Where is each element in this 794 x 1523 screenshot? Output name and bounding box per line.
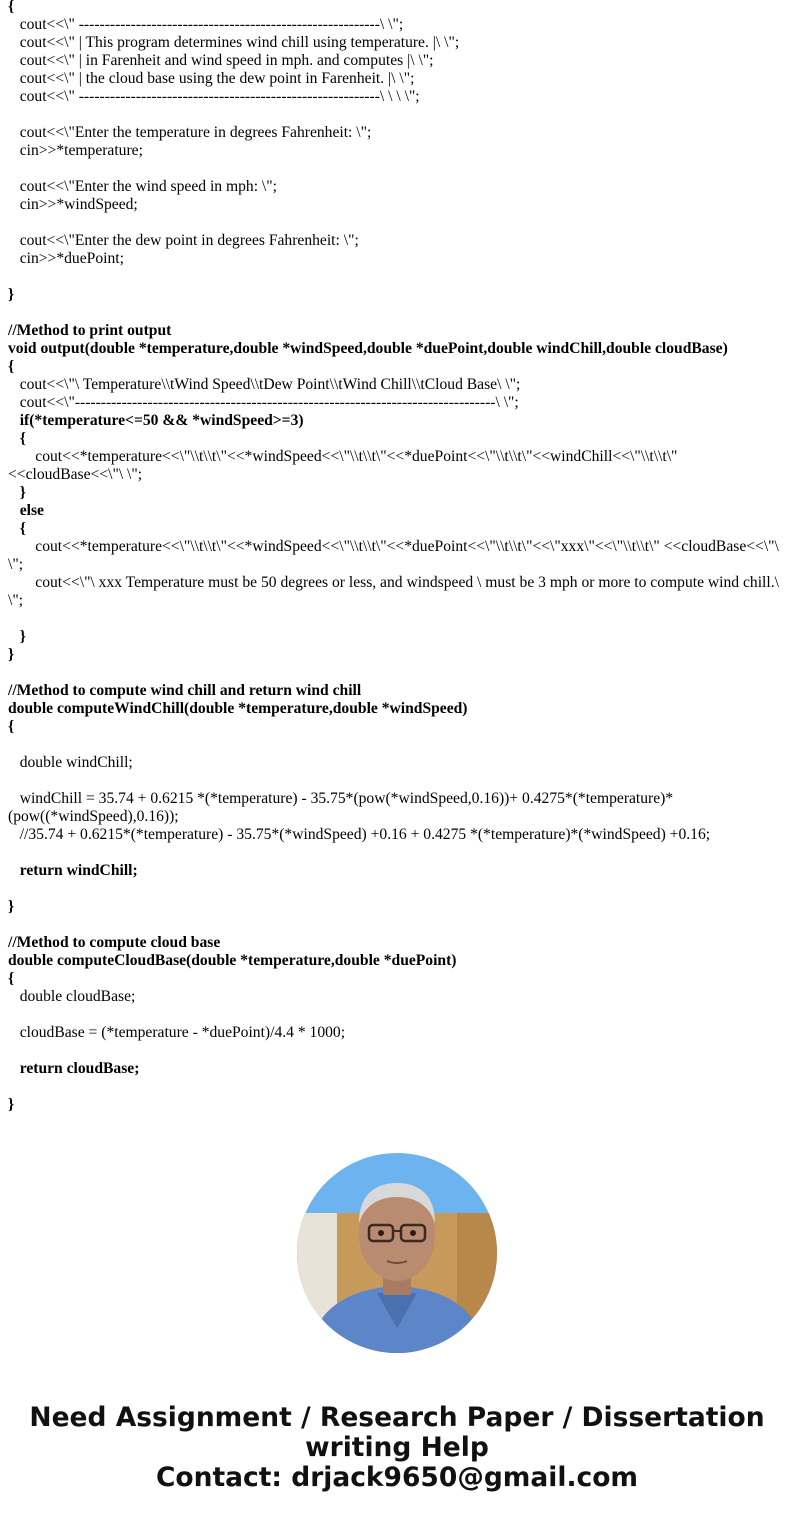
- code-line: [8, 610, 788, 628]
- code-line: [8, 160, 788, 178]
- code-line: {: [8, 970, 15, 987]
- code-line: [8, 1078, 788, 1096]
- code-line: cout<<\"\ xxx Temperature must be 50 degrees or less, and windspeed \ must be 3 mph or more to compute wind chill.\ \";: [8, 574, 783, 609]
- code-line: cloudBase = (*temperature - *duePoint)/4.4 * 1000;: [8, 1024, 346, 1041]
- code-line: double windChill;: [8, 754, 133, 771]
- code-line: if(*temperature<=50 && *windSpeed>=3): [8, 412, 304, 429]
- code-line: [8, 736, 788, 754]
- code-line: windChill = 35.74 + 0.6215 *(*temperature) - 35.75*(pow(*windSpeed,0.16))+ 0.4275*(*temperature)* (pow((*windSpeed),0.16));: [8, 790, 678, 825]
- code-line: }: [8, 898, 15, 915]
- code-line: cout<<\"Enter the wind speed in mph: \";: [8, 178, 277, 195]
- code-line: {: [8, 0, 15, 15]
- code-line: else: [8, 502, 44, 519]
- code-line: cout<<*temperature<<\"\\t\\t\"<<*windSpeed<<\"\\t\\t\"<<*duePoint<<\"\\t\\t\"<<\"xxx\"<<\"\\t\\t\" <<cloudBase<<\"\ \";: [8, 538, 783, 573]
- code-line: [8, 1006, 788, 1024]
- code-line: {: [8, 718, 15, 735]
- code-line: cout<<*temperature<<\"\\t\\t\"<<*windSpeed<<\"\\t\\t\"<<*duePoint<<\"\\t\\t\"<<windChill<<\"\\t\\t\" <<cloudBase<<\"\ \";: [8, 448, 682, 483]
- promo-line-1: Need Assignment / Research Paper / Dissertation: [29, 1402, 765, 1433]
- code-line: [8, 214, 788, 232]
- code-line: }: [8, 286, 15, 303]
- code-line: void output(double *temperature,double *windSpeed,double *duePoint,double windChill,double cloudBase): [8, 340, 728, 357]
- code-line: double computeWindChill(double *temperature,double *windSpeed): [8, 700, 468, 717]
- code-line: //Method to compute cloud base: [8, 934, 221, 951]
- code-line: [8, 106, 788, 124]
- code-line: [8, 1042, 788, 1060]
- code-line: double computeCloudBase(double *temperature,double *duePoint): [8, 952, 457, 969]
- code-line: cout<<\" | in Farenheit and wind speed in mph. and computes |\ \";: [8, 52, 434, 69]
- code-line: cin>>*windSpeed;: [8, 196, 138, 213]
- code-line: {: [8, 430, 26, 447]
- code-line: cout<<\" | the cloud base using the dew point in Farenheit. |\ \";: [8, 70, 415, 87]
- code-line: {: [8, 520, 26, 537]
- code-line: }: [8, 628, 26, 645]
- code-line: cout<<\"\ Temperature\\tWind Speed\\tDew Point\\tWind Chill\\tCloud Base\ \";: [8, 376, 521, 393]
- code-line: double cloudBase;: [8, 988, 136, 1005]
- code-line: [8, 916, 788, 934]
- code-line: [8, 844, 788, 862]
- code-line: [8, 304, 788, 322]
- code-line: [8, 880, 788, 898]
- code-line: cout<<\"---------------------------------------------------------------------------------\ \";: [8, 394, 519, 411]
- code-line: cout<<\"Enter the temperature in degrees Fahrenheit: \";: [8, 124, 372, 141]
- code-line: }: [8, 646, 15, 663]
- code-line: }: [8, 484, 26, 501]
- code-line: }: [8, 1096, 15, 1113]
- promo-contact[interactable]: Contact: drjack9650@gmail.com: [155, 1462, 639, 1493]
- author-portrait-image: [297, 1153, 497, 1353]
- code-line: [8, 772, 788, 790]
- code-line: cin>>*duePoint;: [8, 250, 124, 267]
- promo-line-2: writing Help: [305, 1432, 489, 1463]
- code-line: [8, 664, 788, 682]
- code-line: [8, 268, 788, 286]
- code-line: return cloudBase;: [8, 1060, 140, 1077]
- code-line: cout<<\" ----------------------------------------------------------\ \";: [8, 16, 404, 33]
- code-line: cout<<\"Enter the dew point in degrees Fahrenheit: \";: [8, 232, 359, 249]
- code-line: //Method to print output: [8, 322, 172, 339]
- code-line: cin>>*temperature;: [8, 142, 143, 159]
- promo-banner: [0, 1403, 794, 1493]
- code-line: {: [8, 358, 15, 375]
- code-line: //35.74 + 0.6215*(*temperature) - 35.75*(*windSpeed) +0.16 + 0.4275 *(*temperature)*(*windSpeed) +0.16;: [8, 826, 711, 843]
- code-line: cout<<\" | This program determines wind chill using temperature. |\ \";: [8, 34, 460, 51]
- author-photo: [297, 1153, 497, 1353]
- code-line: //Method to compute wind chill and return wind chill: [8, 682, 362, 699]
- code-listing: [8, 0, 788, 1114]
- code-line: return windChill;: [8, 862, 138, 879]
- code-line: cout<<\" ----------------------------------------------------------\ \ \ \";: [8, 88, 420, 105]
